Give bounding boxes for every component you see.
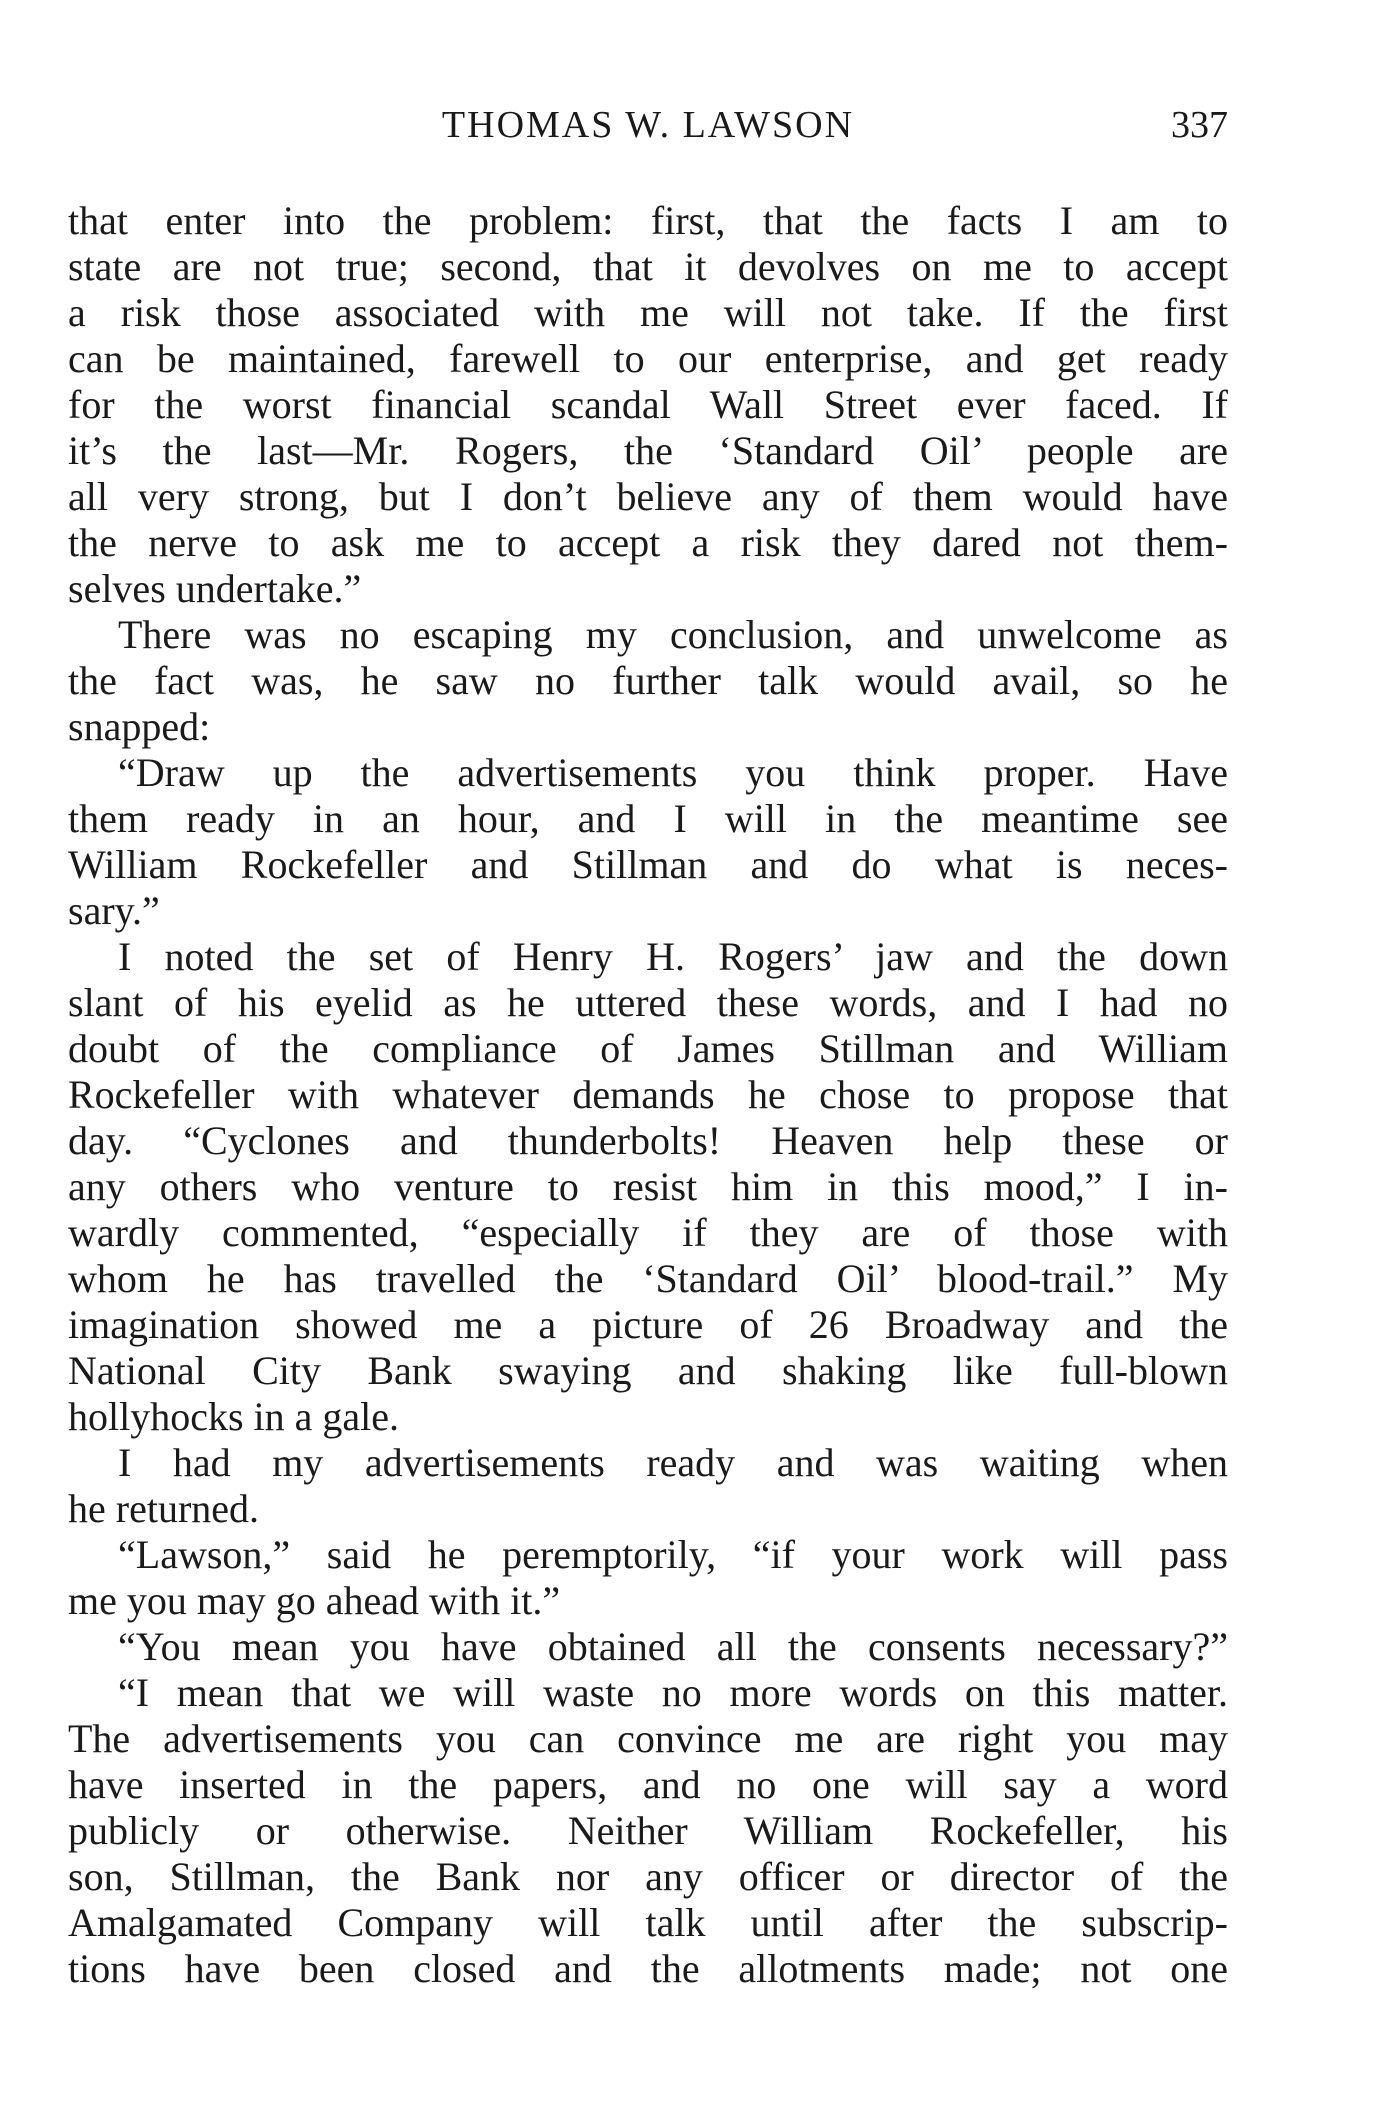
text-line: can be maintained, farewell to our enterprise, and get ready: [68, 336, 1228, 381]
text-line: The advertisements you can convince me are right you may: [68, 1716, 1228, 1761]
text-line: whom he has travelled the ‘Standard Oil’ blood-trail.” My: [68, 1256, 1228, 1301]
text-line: “I mean that we will waste no more words on this matter.: [118, 1670, 1228, 1715]
text-line: There was no escaping my conclusion, and unwelcome as: [118, 612, 1228, 657]
running-head: [68, 100, 1228, 150]
text-line: “Lawson,” said he peremptorily, “if your work will pass: [118, 1532, 1228, 1577]
text-line: all very strong, but I don’t believe any of them would have: [68, 474, 1228, 519]
text-line: wardly commented, “especially if they are of those with: [68, 1210, 1228, 1255]
text-line: selves undertake.”: [68, 566, 362, 611]
text-line: it’s the last—Mr. Rogers, the ‘Standard Oil’ people are: [68, 428, 1228, 473]
text-line: “Draw up the advertisements you think proper. Have: [118, 750, 1228, 795]
text-line: publicly or otherwise. Neither William Rockefeller, his: [68, 1808, 1228, 1853]
text-line: sary.”: [68, 888, 160, 933]
text-line: for the worst financial scandal Wall Street ever faced. If: [68, 382, 1228, 427]
text-line: Rockefeller with whatever demands he chose to propose that: [68, 1072, 1228, 1117]
text-line: any others who venture to resist him in this mood,” I in-: [68, 1164, 1228, 1209]
running-title: THOMAS W. LAWSON: [441, 104, 855, 146]
text-line: slant of his eyelid as he uttered these words, and I had no: [68, 980, 1228, 1025]
text-line: snapped:: [68, 704, 211, 749]
text-line: day. “Cyclones and thunderbolts! Heaven help these or: [68, 1118, 1228, 1163]
text-line: a risk those associated with me will not take. If the first: [68, 290, 1228, 335]
text-line: Amalgamated Company will talk until after the subscrip-: [68, 1900, 1228, 1945]
text-line: doubt of the compliance of James Stillman and William: [68, 1026, 1228, 1071]
body-text: [68, 198, 1228, 1992]
text-line: that enter into the problem: first, that the facts I am to: [68, 198, 1228, 243]
text-line: I noted the set of Henry H. Rogers’ jaw and the down: [118, 934, 1228, 979]
text-line: son, Stillman, the Bank nor any officer or director of the: [68, 1854, 1228, 1899]
text-line: have inserted in the papers, and no one will say a word: [68, 1762, 1228, 1807]
text-line: the fact was, he saw no further talk would avail, so he: [68, 658, 1228, 703]
text-line: National City Bank swaying and shaking like full-blown: [68, 1348, 1228, 1393]
text-line: imagination showed me a picture of 26 Broadway and the: [68, 1302, 1228, 1347]
text-line: I had my advertisements ready and was waiting when: [118, 1440, 1228, 1485]
text-line: state are not true; second, that it devolves on me to accept: [68, 244, 1228, 289]
text-line: me you may go ahead with it.”: [68, 1578, 561, 1623]
page-number: 337: [1171, 104, 1228, 146]
text-line: William Rockefeller and Stillman and do what is neces-: [68, 842, 1228, 887]
text-line: he returned.: [68, 1486, 260, 1531]
text-line: them ready in an hour, and I will in the meantime see: [68, 796, 1228, 841]
text-line: tions have been closed and the allotments made; not one: [68, 1946, 1228, 1991]
text-line: “You mean you have obtained all the consents necessary?”: [118, 1624, 1228, 1669]
text-line: the nerve to ask me to accept a risk they dared not them-: [68, 520, 1228, 565]
text-line: hollyhocks in a gale.: [68, 1394, 400, 1439]
